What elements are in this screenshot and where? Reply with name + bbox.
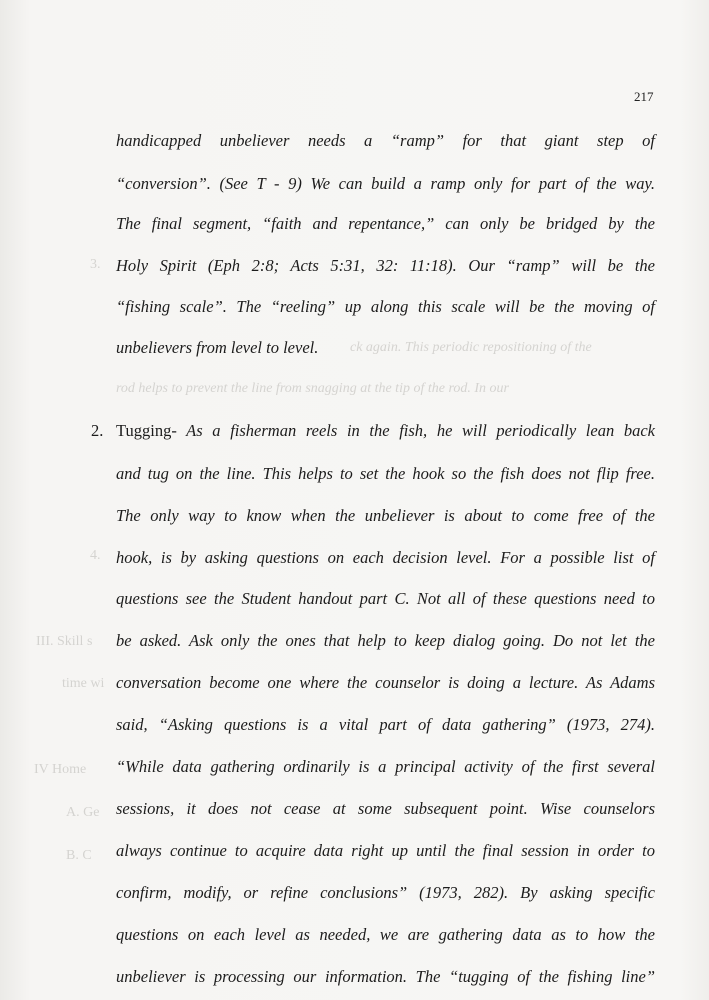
body-text-line: “While data gathering ordinarily is a principal activity of the first several bbox=[116, 757, 655, 776]
body-text-line: hook, is by asking questions on each decision level. For a possible list of bbox=[116, 548, 655, 567]
page-number: 217 bbox=[634, 89, 654, 104]
body-text-line: sessions, it does not cease at some subsequent point. Wise counselors bbox=[116, 799, 655, 818]
bleed-through-text: 4. bbox=[90, 548, 101, 563]
bleed-through-text: 3. bbox=[90, 257, 101, 272]
body-text-line: unbelievers from level to level. bbox=[116, 338, 319, 357]
list-item-first-line bbox=[116, 421, 655, 441]
body-text-line: and tug on the line. This helps to set the hook so the fish does not flip free. bbox=[116, 464, 655, 483]
bleed-through-text: B. C bbox=[66, 848, 92, 863]
body-text-line: unbeliever is processing our information. The “tugging of the fishing line” bbox=[116, 967, 655, 986]
body-text-line: conversation become one where the counselor is doing a lecture. As Adams bbox=[116, 673, 655, 692]
body-text-line: questions see the Student handout part C. Not all of these questions need to bbox=[116, 589, 655, 608]
bleed-through-text: III. Skill s bbox=[36, 634, 93, 649]
body-text-line: Holy Spirit (Eph 2:8; Acts 5:31, 32: 11:18). Our “ramp” will be the bbox=[116, 256, 655, 275]
body-text-line: The final segment, “faith and repentance,” can only be bridged by the bbox=[116, 214, 655, 233]
body-text-line: “conversion”. (See T - 9) We can build a ramp only for part of the way. bbox=[116, 174, 655, 193]
bleed-through-text: time wi bbox=[62, 676, 105, 691]
body-text-line: handicapped unbeliever needs a “ramp” for that giant step of bbox=[116, 131, 655, 150]
body-text-line: “fishing scale”. The “reeling” up along this scale will be the moving of bbox=[116, 297, 655, 316]
list-item-number: 2. bbox=[91, 421, 104, 440]
body-text-line: always continue to acquire data right up until the final session in order to bbox=[116, 841, 655, 860]
bleed-through-text: IV Home bbox=[34, 762, 87, 777]
list-item-lead-term: Tugging- bbox=[116, 421, 177, 440]
body-text-line: said, “Asking questions is a vital part of data gathering” (1973, 274). bbox=[116, 715, 655, 734]
bleed-through-text: A. Ge bbox=[66, 805, 100, 820]
body-text-line: questions on each level as needed, we are gathering data as to how the bbox=[116, 925, 655, 944]
bleed-through-text: ck again. This periodic repositioning of the bbox=[350, 340, 592, 355]
body-text-line: be asked. Ask only the ones that help to keep dialog going. Do not let the bbox=[116, 631, 655, 650]
bleed-through-text: rod helps to prevent the line from snagging at the tip of the rod. In our bbox=[116, 381, 509, 396]
body-text-line: The only way to know when the unbeliever is about to come free of the bbox=[116, 506, 655, 525]
body-text-line: confirm, modify, or refine conclusions” (1973, 282). By asking specific bbox=[116, 883, 655, 902]
list-item-first-line-text: As a fisherman reels in the fish, he will periodically lean back bbox=[186, 421, 655, 440]
